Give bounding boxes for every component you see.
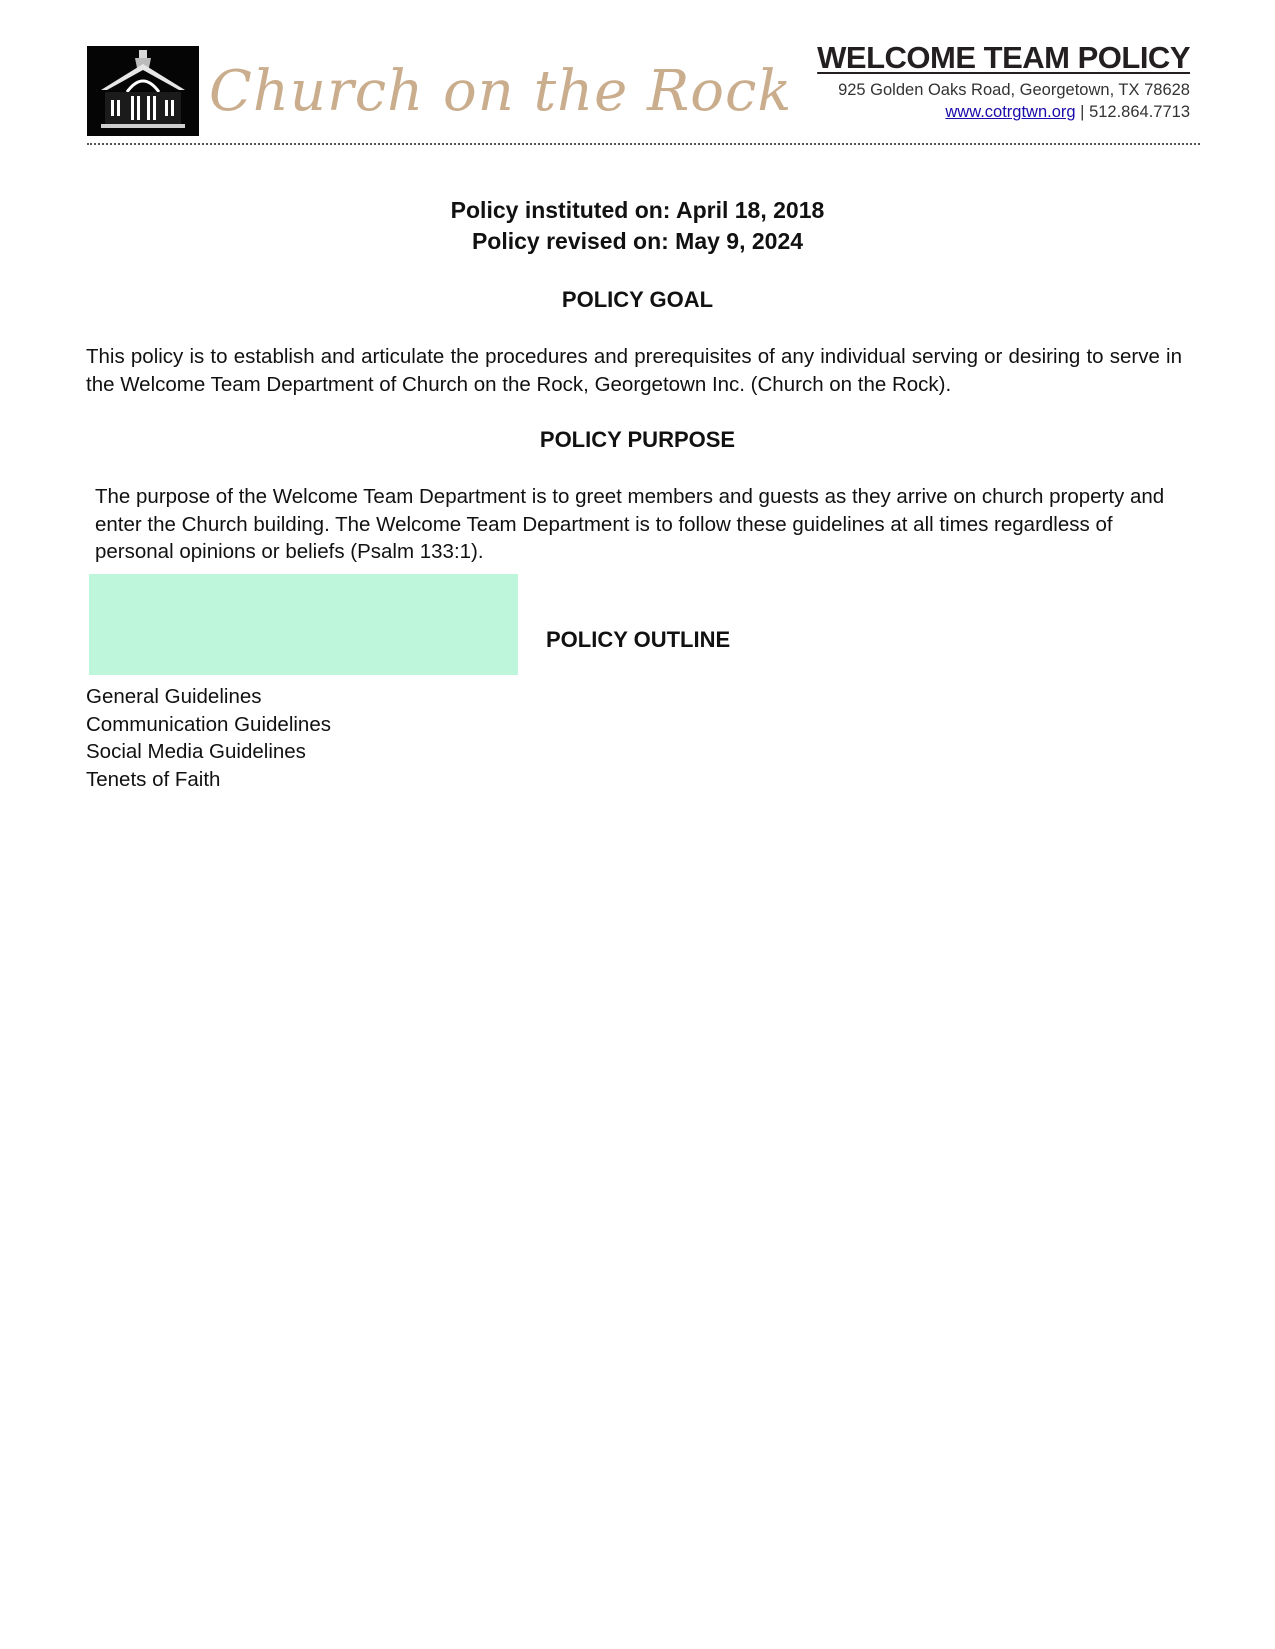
- goal-heading: POLICY GOAL: [561, 287, 714, 312]
- goal-paragraph: This policy is to establish and articulate the procedures and prerequisites of any individual serving or desiring to serve in the Welcome Team Department of Church on the Rock, Georgetown Inc. (Church on the Rock).: [86, 345, 1182, 396]
- highlight-box: [89, 574, 518, 675]
- purpose-heading: POLICY PURPOSE: [539, 427, 736, 452]
- purpose-paragraph: The purpose of the Welcome Team Department is to greet members and guests as they arrive on church property and enter the Church building. The Welcome Team Department is to follow these guidelines at all times regardless of personal opinions or beliefs (Psalm 133:1).: [95, 485, 1165, 563]
- outline-item-social-media: Social Media Guidelines: [86, 740, 306, 763]
- church-address: 925 Golden Oaks Road, Georgetown, TX 78628: [838, 81, 1190, 99]
- header-divider: [87, 143, 1200, 145]
- svg-text:Church on the Rock: Church on the Rock: [209, 59, 793, 124]
- policy-dates: [0, 195, 1275, 257]
- outline-heading: POLICY OUTLINE: [546, 627, 731, 652]
- outline-list: [86, 683, 331, 793]
- contact-line: [817, 101, 1190, 123]
- outline-item-tenets: Tenets of Faith: [86, 767, 221, 791]
- church-logo-icon: [87, 46, 199, 136]
- outline-item-communication: Communication Guidelines: [86, 712, 331, 736]
- header-info: [817, 40, 1190, 123]
- document-title: WELCOME TEAM POLICY: [817, 40, 1190, 75]
- revised-date: Policy revised on: May 9, 2024: [471, 228, 804, 254]
- phone-number: 512.864.7713: [1089, 103, 1190, 121]
- outline-item-general: General Guidelines: [86, 685, 262, 708]
- church-script-logo: [205, 48, 793, 138]
- contact-separator: |: [1075, 103, 1090, 121]
- instituted-date: Policy instituted on: April 18, 2018: [450, 197, 825, 223]
- website-link[interactable]: www.cotrgtwn.org: [945, 103, 1076, 121]
